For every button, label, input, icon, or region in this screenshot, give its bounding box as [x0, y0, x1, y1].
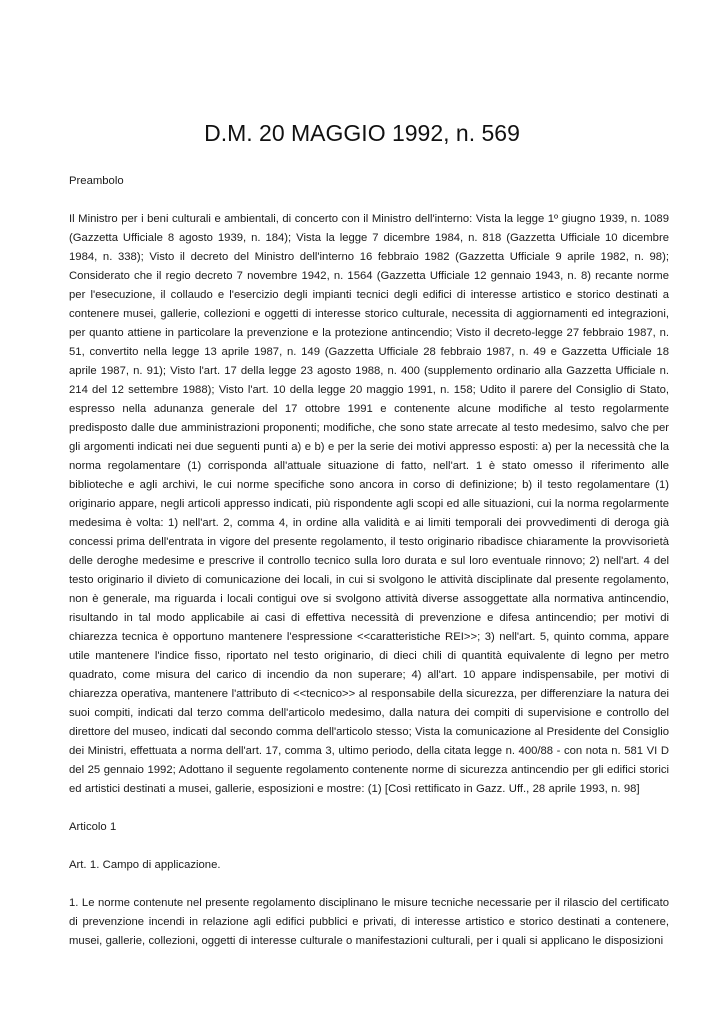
article-heading: Articolo 1	[69, 821, 117, 833]
article-title: Art. 1. Campo di applicazione.	[69, 859, 221, 871]
preamble-heading: Preambolo	[69, 175, 124, 187]
preamble-text: Il Ministro per i beni culturali e ambientali, di concerto con il Ministro dell'interno: Vista la legge 1º giugno 1939, n. 1089 (Gazzetta Ufficiale 8 agosto 1939, n. 184); Vista la legge 7 dicembre 1984, n. 818 (Gazzetta Ufficiale 10 dicembre 1984, n. 338); Visto il decreto del Ministro dell'interno 16 febbraio 1982 (Gazzetta Ufficiale 9 aprile 1982, n. 98); Considerato che il regio decreto 7 novembre 1942, n. 1564 (Gazzetta Ufficiale 12 gennaio 1943, n. 8) recante norme per l'esecuzione, il collaudo e l'esercizio degli impianti tecnici degli edifici di interesse artistico e storico destinati a contenere musei, gallerie, collezioni e oggetti di interesse storico culturale, necessita di aggiornamenti ed integrazioni, per quanto attiene in particolare la prevenzione e la protezione antincendio; Visto il decreto-legge 27 febbraio 1987, n. 51, convertito nella legge 13 aprile 1987, n. 149 (Gazzetta Ufficiale 28 febbraio 1987, n. 49 e Gazzetta Ufficiale 18 aprile 1987, n. 91); Visto l'art. 17 della legge 23 agosto 1988, n. 400 (supplemento ordinario alla Gazzetta Ufficiale n. 214 del 12 settembre 1988); Visto l'art. 10 della legge 20 maggio 1991, n. 158; Udito il parere del Consiglio di Stato, espresso nella adunanza generale del 17 ottobre 1991 e contenente alcune modifiche al testo regolarmente predisposto dalle due amministrazioni proponenti; modifiche, che sono state arrecate al testo medesimo, salvo che per gli argomenti indicati nei due seguenti punti a) e b) e per la serie dei motivi appresso esposti: a) per la necessità che la norma regolamentare (1) corrisponda all'attuale situazione di fatto, nell'art. 1 è stato omesso il riferimento alle biblioteche e agli archivi, le cui norme specifiche sono ancora in corso di definizione; b) il testo regolamentare (1) originario appare, negli articoli appresso indicati, più rispondente agli scopi ed alle situazioni, cui la norma regolarmente medesima è volta: 1) nell'art. 2, comma 4, in ordine alla validità e ai limiti temporali dei provvedimenti di deroga già concessi prima dell'entrata in vigore del presente regolamento, il testo originario ribadisce chiaramente la provvisorietà delle deroghe medesime e prescrive il controllo tecnico sulla loro durata e sul loro eventuale rinnovo; 2) nell'art. 4 del testo originario il divieto di comunicazione dei locali, in cui si svolgono le attività disciplinate dal presente regolamento, non è generale, ma riguarda i locali contigui ove si svolgono attività diverse assoggettate alla normativa antincendio, risultando in tal modo applicabile ai casi di effettiva necessità di prevenzione e difesa antincendio; per motivi di chiarezza tecnica è opportuno mantenere l'espressione <<caratteristiche REI>>; 3) nell'art. 5, quinto comma, appare utile mantenere l'indice fisso, riportato nel testo originario, di dieci chili di quantità equivalente di legno per metro quadrato, come misura del carico di incendio da non superare; 4) all'art. 10 appare indispensabile, per motivi di chiarezza operativa, mantenere l'attributo di <<tecnico>> al responsabile della sicurezza, per differenziare la natura dei suoi compiti, indicati dal terzo comma dell'articolo medesimo, dalla natura dei compiti di supervisione e controllo del direttore del museo, indicati dal secondo comma dell'articolo stesso; Vista la comunicazione al Presidente del Consiglio dei Ministri, effettuata a norma dell'art. 17, comma 3, ultimo periodo, della citata legge n. 400/88 - con nota n. 581 VI D del 25 gennaio 1992; Adottano il seguente regolamento contenente norme di sicurezza antincendio per gli edifici storici ed artistici destinati a musei, gallerie, esposizioni e mostre: (1) [Così rettificato in Gazz. Uff., 28 aprile 1993, n. 98]	[69, 213, 669, 795]
document-title: D.M. 20 MAGGIO 1992, n. 569	[204, 120, 520, 146]
article-text: 1. Le norme contenute nel presente regolamento disciplinano le misure tecniche necessarie per il rilascio del certificato di prevenzione incendi in relazione agli edifici pubblici e privati, di interesse artistico e storico destinati a contenere, musei, gallerie, collezioni, oggetti di interesse culturale o manifestazioni culturali, per i quali si applicano le disposizioni	[69, 897, 669, 947]
document-body	[69, 172, 669, 970]
